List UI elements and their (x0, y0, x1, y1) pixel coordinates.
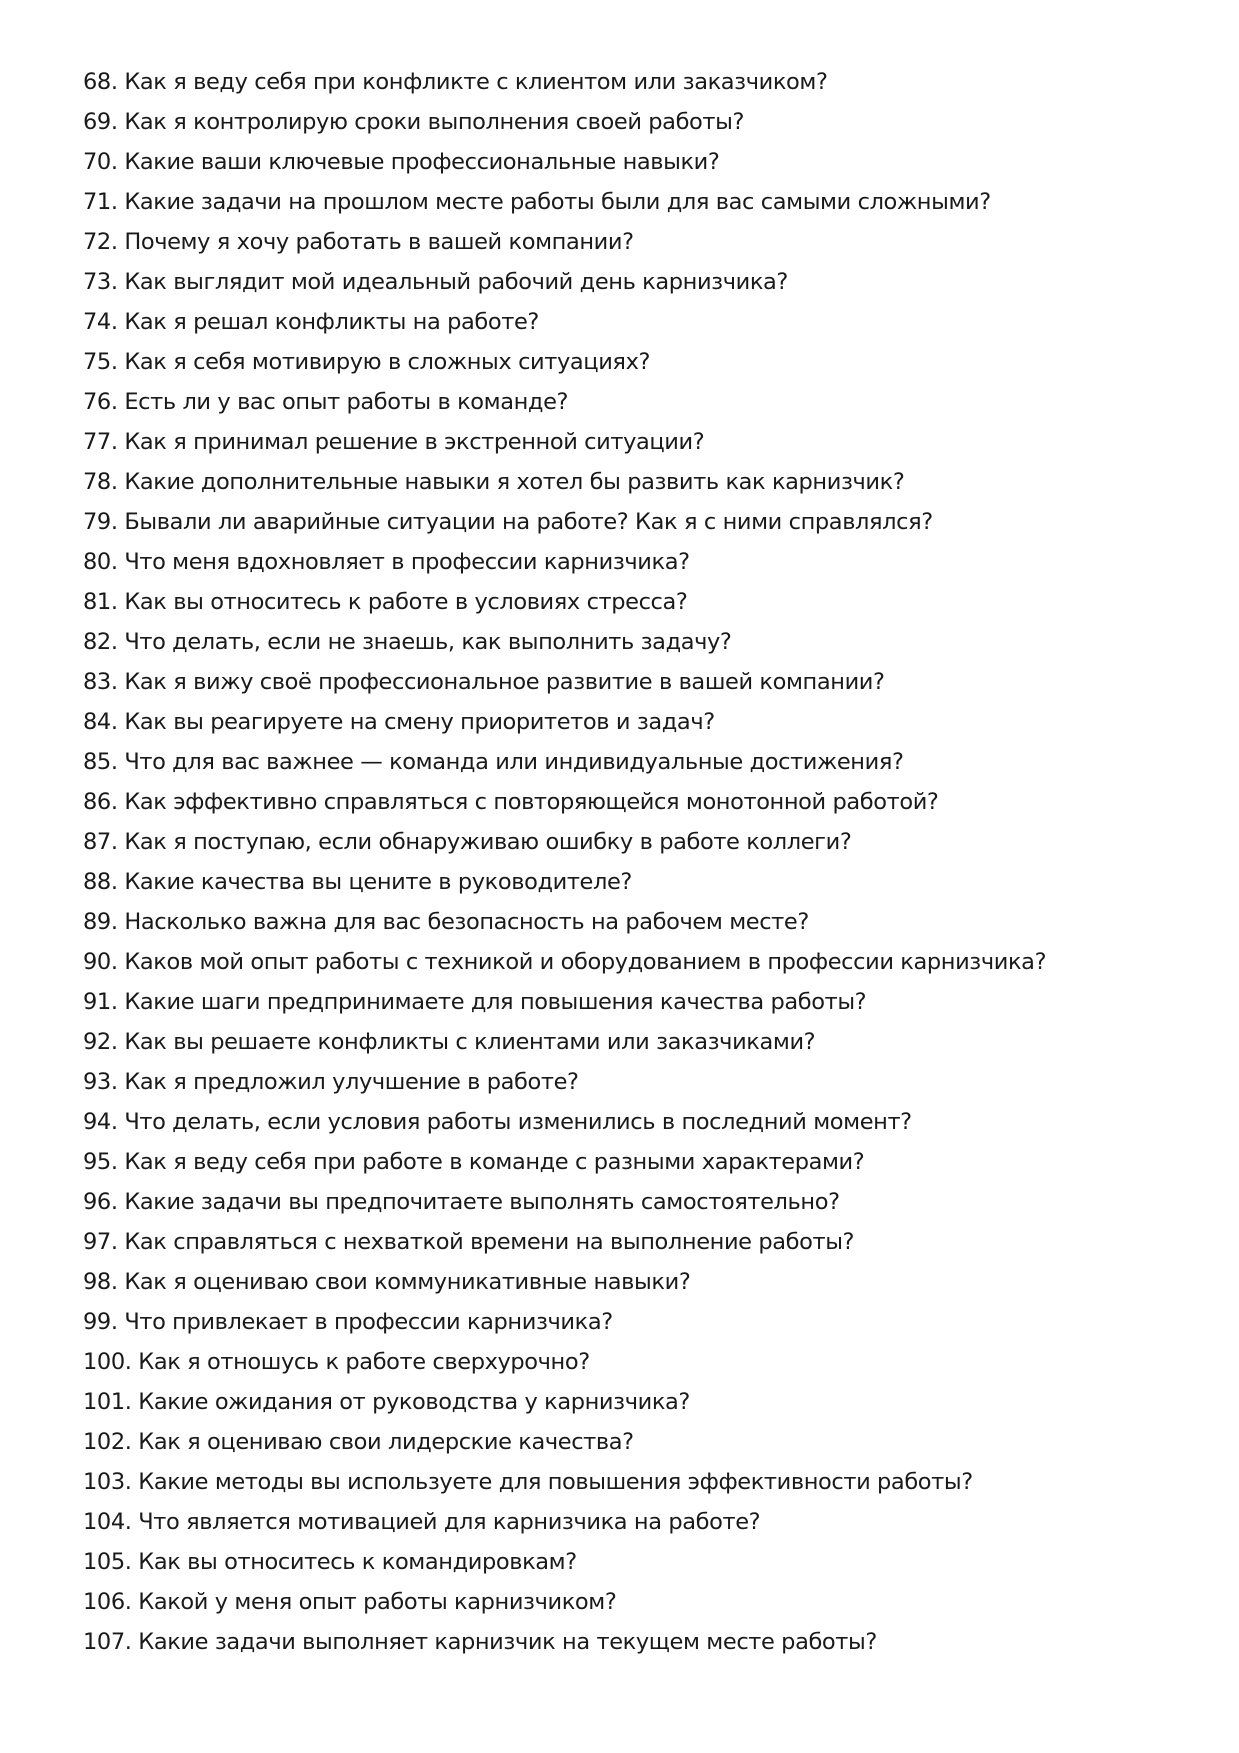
question-item: 76. Есть ли у вас опыт работы в команде? (83, 389, 569, 415)
question-item: 98. Как я оцениваю свои коммуникативные навыки? (83, 1269, 691, 1295)
question-item: 70. Какие ваши ключевые профессиональные навыки? (83, 149, 720, 175)
question-item: 90. Каков мой опыт работы с техникой и оборудованием в профессии карнизчика? (83, 949, 1047, 975)
question-item: 91. Какие шаги предпринимаете для повышения качества работы? (83, 989, 867, 1015)
question-item: 71. Какие задачи на прошлом месте работы были для вас самыми сложными? (83, 189, 991, 215)
question-item: 93. Как я предложил улучшение в работе? (83, 1069, 579, 1095)
question-item: 86. Как эффективно справляться с повторяющейся монотонной работой? (83, 789, 939, 815)
question-item: 77. Как я принимал решение в экстренной ситуации? (83, 429, 705, 455)
question-item: 75. Как я себя мотивирую в сложных ситуациях? (83, 349, 651, 375)
question-item: 102. Как я оцениваю свои лидерские качества? (83, 1429, 634, 1455)
question-item: 82. Что делать, если не знаешь, как выполнить задачу? (83, 629, 732, 655)
question-item: 92. Как вы решаете конфликты с клиентами или заказчиками? (83, 1029, 816, 1055)
question-item: 85. Что для вас важнее — команда или индивидуальные достижения? (83, 749, 904, 775)
question-item: 84. Как вы реагируете на смену приоритетов и задач? (83, 709, 715, 735)
question-item: 80. Что меня вдохновляет в профессии карнизчика? (83, 549, 690, 575)
question-item: 100. Как я отношусь к работе сверхурочно? (83, 1349, 590, 1375)
question-item: 83. Как я вижу своё профессиональное развитие в вашей компании? (83, 669, 885, 695)
question-item: 104. Что является мотивацией для карнизчика на работе? (83, 1509, 761, 1535)
question-item: 68. Как я веду себя при конфликте с клиентом или заказчиком? (83, 69, 828, 95)
question-item: 107. Какие задачи выполняет карнизчик на текущем месте работы? (83, 1629, 877, 1655)
question-item: 72. Почему я хочу работать в вашей компании? (83, 229, 634, 255)
question-item: 87. Как я поступаю, если обнаруживаю ошибку в работе коллеги? (83, 829, 852, 855)
question-item: 73. Как выглядит мой идеальный рабочий день карнизчика? (83, 269, 788, 295)
question-item: 69. Как я контролирую сроки выполнения своей работы? (83, 109, 745, 135)
question-item: 95. Как я веду себя при работе в команде с разными характерами? (83, 1149, 865, 1175)
question-item: 99. Что привлекает в профессии карнизчика? (83, 1309, 613, 1335)
question-item: 88. Какие качества вы цените в руководителе? (83, 869, 632, 895)
question-item: 101. Какие ожидания от руководства у карнизчика? (83, 1389, 690, 1415)
question-item: 79. Бывали ли аварийные ситуации на работе? Как я с ними справлялся? (83, 509, 933, 535)
question-item: 94. Что делать, если условия работы изменились в последний момент? (83, 1109, 912, 1135)
question-item: 89. Насколько важна для вас безопасность на рабочем месте? (83, 909, 809, 935)
question-item: 74. Как я решал конфликты на работе? (83, 309, 539, 335)
question-item: 106. Какой у меня опыт работы карнизчиком? (83, 1589, 617, 1615)
question-item: 97. Как справляться с нехваткой времени на выполнение работы? (83, 1229, 855, 1255)
question-item: 105. Как вы относитесь к командировкам? (83, 1549, 577, 1575)
question-item: 103. Какие методы вы используете для повышения эффективности работы? (83, 1469, 973, 1495)
question-item: 78. Какие дополнительные навыки я хотел бы развить как карнизчик? (83, 469, 905, 495)
question-list (83, 62, 1183, 1662)
question-item: 96. Какие задачи вы предпочитаете выполнять самостоятельно? (83, 1189, 840, 1215)
question-item: 81. Как вы относитесь к работе в условиях стресса? (83, 589, 688, 615)
